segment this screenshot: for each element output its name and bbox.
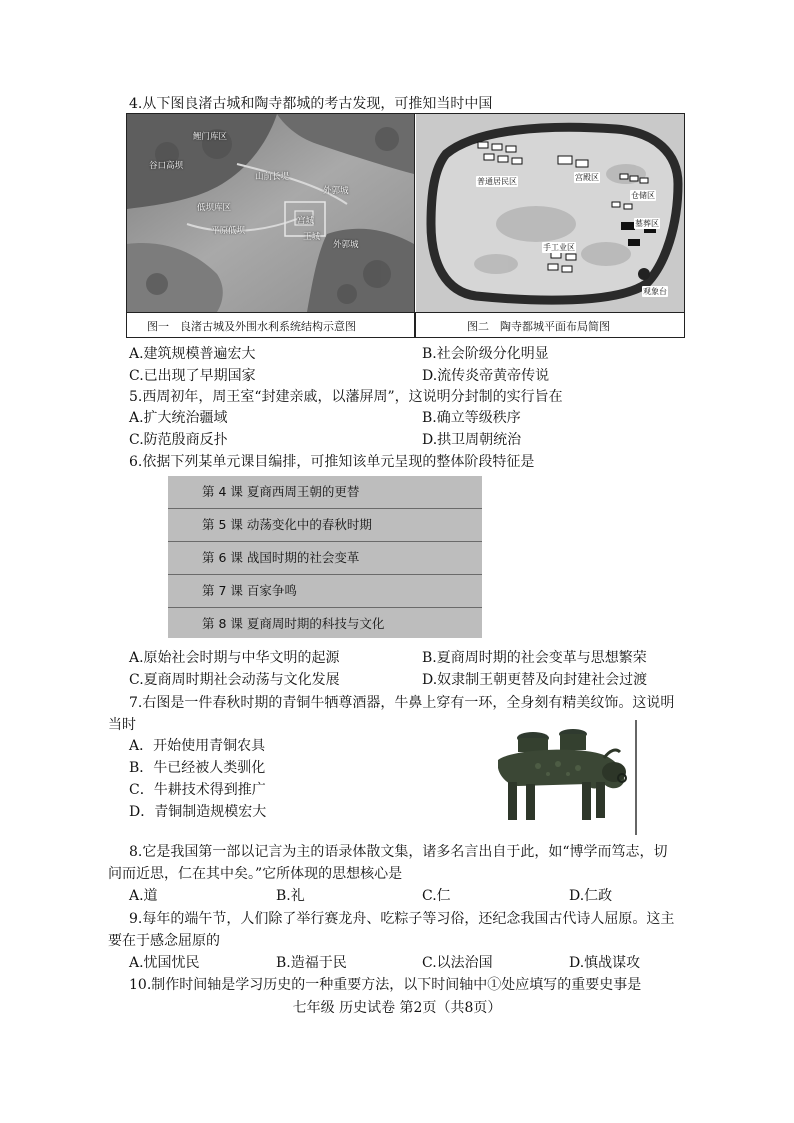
- q5-option-b: B.确立等级秩序: [422, 410, 521, 426]
- q5-option-c: C.防范殷商反扑: [129, 432, 228, 448]
- q4-figure-frame: [126, 113, 685, 338]
- layout-label-2: 宫殿区: [575, 173, 599, 182]
- q9-option-c: C.以法治国: [422, 955, 493, 971]
- map-label-8: 王城: [303, 232, 321, 242]
- layout-label-5: 手工业区: [543, 243, 575, 252]
- map-label-6: 外郭城: [323, 186, 349, 196]
- map-label-5: 平原低坝: [211, 226, 246, 236]
- q6-option-b: B.夏商周时期的社会变革与思想繁荣: [422, 650, 647, 666]
- q6-stem: 6.依据下列某单元课目编排，可推知该单元呈现的整体阶段特征是: [129, 454, 535, 470]
- q4-option-b: B.社会阶级分化明显: [422, 346, 549, 362]
- q8-stem-line1: 8.它是我国第一部以记言为主的语录体散文集，诸多名言出自于此，如“博学而笃志，切: [129, 844, 668, 860]
- q7-option-c: C．牛耕技术得到推广: [129, 782, 266, 798]
- fig1-caption: 图一 良渚古城及外围水利系统结构示意图: [147, 320, 356, 333]
- layout-label-3: 仓储区: [631, 191, 655, 200]
- q5-option-d: D.拱卫周朝统治: [422, 432, 522, 448]
- q6-option-c: C.夏商周时期社会动荡与文化发展: [129, 672, 340, 688]
- lesson-item: 第 5 课 动荡变化中的春秋时期: [202, 517, 372, 532]
- map-label-3: 低坝库区: [197, 203, 232, 213]
- q9-option-d: D.慎战谋攻: [569, 955, 641, 971]
- taosi-plan-image: [416, 114, 684, 312]
- q4-option-c: C.已出现了早期国家: [129, 368, 256, 384]
- figure-caption-row: [127, 312, 684, 338]
- q7-option-a: A．开始使用青铜农具: [129, 738, 266, 754]
- q8-option-a: A.道: [129, 888, 158, 904]
- q9-option-a: A.忧国忧民: [129, 955, 200, 971]
- q4-stem: 4.从下图良渚古城和陶寺都城的考古发现，可推知当时中国: [129, 96, 493, 112]
- map-label-7: 宫城: [297, 216, 315, 226]
- q5-option-a: A.扩大统治疆域: [129, 410, 228, 426]
- q5-stem: 5.西周初年，周王室“封建亲戚，以藩屏周”，这说明分封制的实行旨在: [129, 389, 563, 405]
- q7-option-b: B．牛已经被人类驯化: [129, 760, 266, 776]
- q7-stem-line2: 当时: [108, 717, 136, 733]
- liangzhu-map-figure: [127, 114, 415, 312]
- q4-option-d: D.流传炎帝黄帝传说: [422, 368, 550, 384]
- layout-label-1: 普通居民区: [477, 177, 517, 186]
- q7-stem-line1: 7.右图是一件春秋时期的青铜牛牺尊酒器，牛鼻上穿有一环，全身刻有精美纹饰。这说明: [129, 695, 675, 711]
- unit-lesson-list: [168, 476, 482, 638]
- q8-option-c: C.仁: [422, 888, 451, 904]
- q9-stem-line1: 9.每年的端午节，人们除了举行赛龙舟、吃粽子等习俗，还纪念我国古代诗人屈原。这主: [129, 911, 675, 927]
- map-label-4: 山前长堤: [255, 172, 290, 182]
- q4-option-a: A.建筑规模普遍宏大: [129, 346, 256, 362]
- layout-label-6: 观象台: [643, 287, 667, 296]
- layout-label-4: 墓葬区: [635, 219, 659, 228]
- q6-option-d: D.奴隶制王朝更替及向封建社会过渡: [422, 672, 648, 688]
- bronze-ox-zun-image: [478, 720, 638, 835]
- q6-option-a: A.原始社会时期与中华文明的起源: [129, 650, 340, 666]
- map-label-2: 谷口高坝: [149, 161, 184, 171]
- q7-option-d: D．青铜制造规模宏大: [129, 804, 267, 820]
- lesson-item: 第 7 课 百家争鸣: [202, 583, 297, 598]
- taosi-layout-figure: [416, 114, 684, 312]
- q8-option-d: D.仁政: [569, 888, 613, 904]
- lesson-item: 第 4 课 夏商西周王朝的更替: [202, 484, 360, 499]
- q8-option-b: B.礼: [276, 888, 305, 904]
- q9-stem-line2: 要在于感念屈原的: [108, 933, 220, 949]
- map-label-1: 鲤门库区: [193, 132, 228, 142]
- page-footer: 七年级 历史试卷 第2页（共8页）: [292, 1000, 502, 1016]
- map-label-9: 外郭城: [333, 240, 359, 250]
- liangzhu-terrain-image: [127, 114, 414, 312]
- q8-stem-line2: 问而近思，仁在其中矣。”它所体现的思想核心是: [108, 866, 403, 882]
- lesson-item: 第 6 课 战国时期的社会变革: [202, 550, 360, 565]
- fig2-caption: 图二 陶寺都城平面布局简图: [467, 320, 610, 333]
- q10-stem: 10.制作时间轴是学习历史的一种重要方法，以下时间轴中①处应填写的重要史事是: [129, 977, 642, 993]
- lesson-item: 第 8 课 夏商周时期的科技与文化: [202, 616, 385, 631]
- q9-option-b: B.造福于民: [276, 955, 347, 971]
